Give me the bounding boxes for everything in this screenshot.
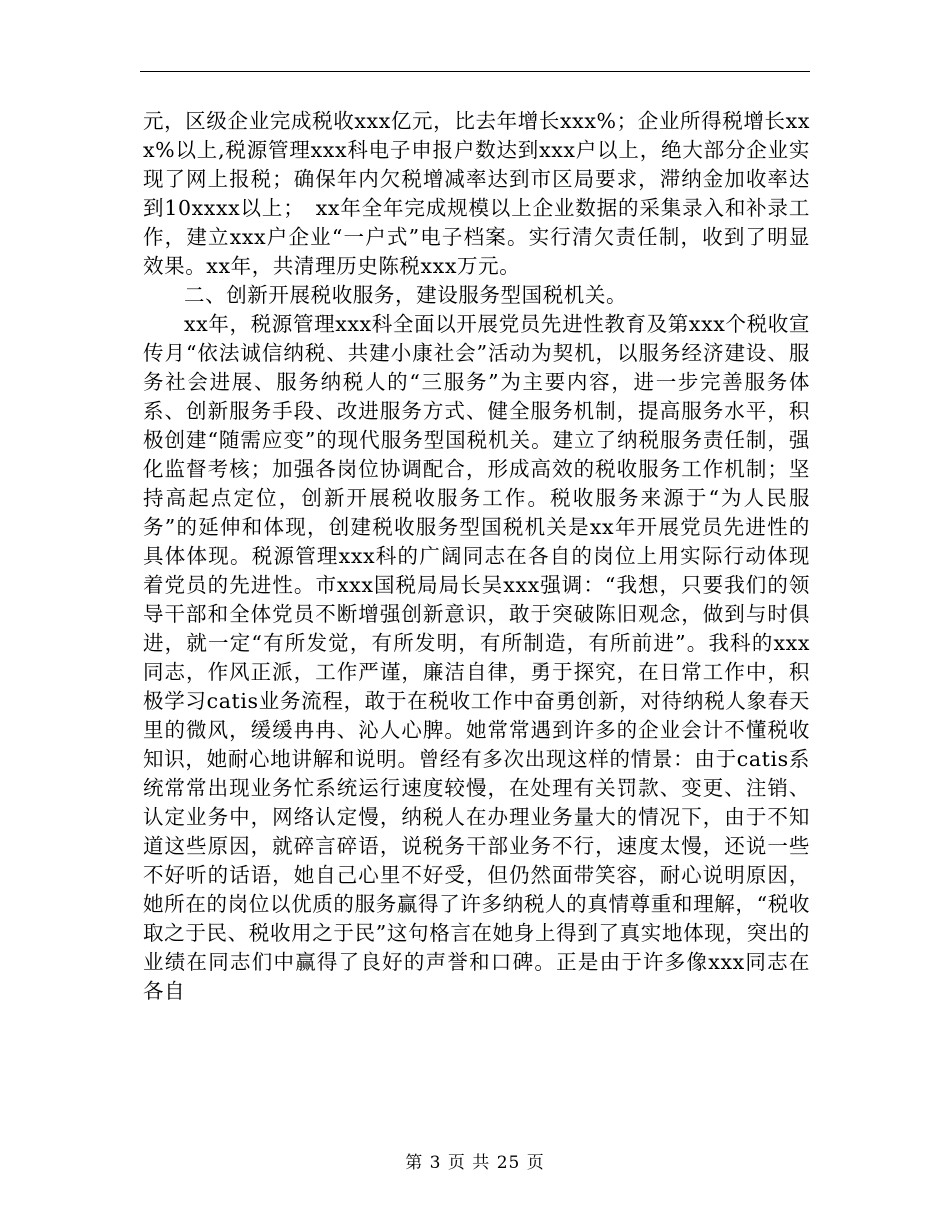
page-footer: 第 3 页 共 25 页: [405, 1153, 545, 1173]
section-heading: 二、创新开展税收服务，建设服务型国税机关。: [184, 283, 628, 307]
document-body: [143, 107, 810, 1006]
paragraph: xx年，税源管理xxx科全面以开展党员先进性教育及第xxx个税收宣传月“依法诚信纳税、共建小康社会”活动为契机，以服务经济建设、服务社会进展、服务纳税人的“三服务”为主要内容，进一步完善服务体系、创新服务手段、改进服务方式、健全服务机制，提高服务水平，积极创建“随需应变”的现代服务型国税机关。建立了纳税服务责任制，强化监督考核；加强各岗位协调配合，形成高效的税收服务工作机制；坚持高起点定位，创新开展税收服务工作。税收服务来源于“为人民服务”的延伸和体现，创建税收服务型国税机关是xx年开展党员先进性的具体体现。税源管理xxx科的广阔同志在各自的岗位上用实际行动体现着党员的先进性。市xxx国税局局长吴xxx强调：“我想，只要我们的领导干部和全体党员不断增强创新意识，敢于突破陈旧观念，做到与时俱进，就一定“有所发觉，有所发明，有所制造，有所前进”。我科的xxx同志，作风正派，工作严谨，廉洁自律，勇于探究，在日常工作中，积极学习catis业务流程，敢于在税收工作中奋勇创新，对待纳税人象春天里的微风，缓缓冉冉、沁人心脾。她常常遇到许多的企业会计不懂税收知识，她耐心地讲解和说明。曾经有多次出现这样的情景：由于catis系统常常出现业务忙系统运行速度较慢，在处理有关罚款、变更、注销、认定业务中，网络认定慢，纳税人在办理业务量大的情况下，由于不知道这些原因，就碎言碎语，说税务干部业务不行，速度太慢，还说一些不好听的话语，她自己心里不好受，但仍然面带笑容，耐心说明原因，她所在的岗位以优质的服务赢得了许多纳税人的真情尊重和理解，“税收取之于民、税收用之于民”这句格言在她身上得到了真实地体现，突出的业绩在同志们中赢得了良好的声誉和口碑。正是由于许多像xxx同志在各自: [143, 312, 810, 1003]
header-rule: [140, 71, 810, 72]
paragraph: 元，区级企业完成税收xxx亿元，比去年增长xxx%；企业所得税增长xxx%以上,税源管理xxx科电子申报户数达到xxx户以上，绝大部分企业实现了网上报税；确保年内欠税增减率达到市区局要求，滞纳金加收率达到10xxxx以上； xx年全年完成规模以上企业数据的采集录入和补录工作，建立xxx户企业“一户式”电子档案。实行清欠责任制，收到了明显效果。xx年，共清理历史陈税xxx万元。: [143, 109, 810, 278]
